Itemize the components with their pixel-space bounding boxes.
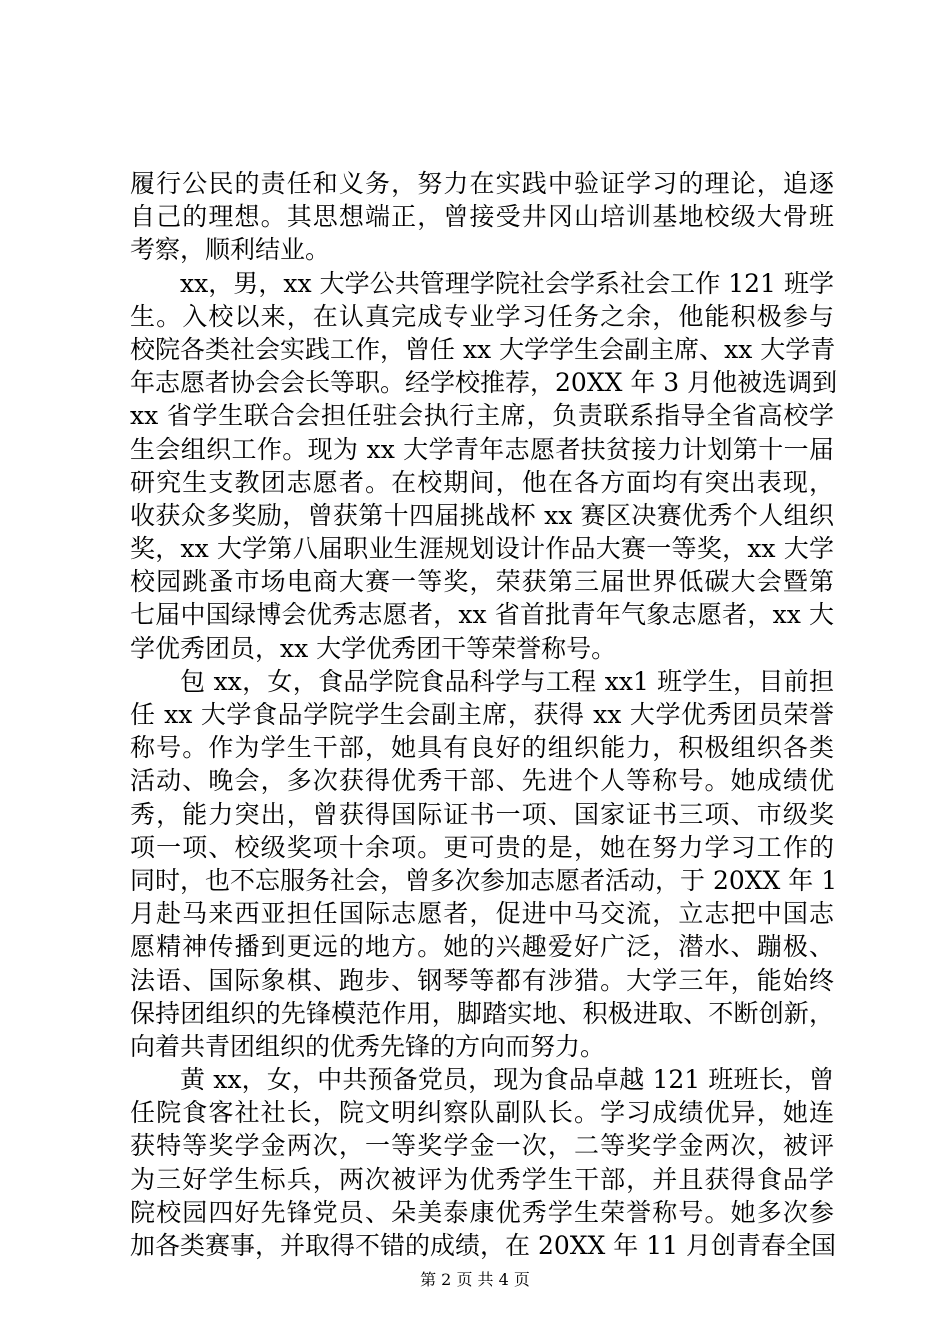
text-line: 保持团组织的先锋模范作用，脚踏实地、积极进取、不断创新， [130, 998, 834, 1028]
text-line: 加各类赛事，并取得不错的成绩，在 20XX 年 11 月创青春全国 [130, 1231, 837, 1260]
text-line: 项一项、校级奖项十余项。更可贵的是，她在努力学习工作的 [130, 832, 834, 862]
text-line: xx 省学生联合会担任驻会执行主席，负责联系指导全省高校学 [130, 401, 834, 431]
paragraph-first-line: 黄 xx，女，中共预备党员，现为食品卓越 121 班班长，曾 [180, 1065, 834, 1095]
text-line: 奖，xx 大学第八届职业生涯规划设计作品大赛一等奖，xx 大学 [130, 534, 834, 564]
text-line: 月赴马来西亚担任国际志愿者，促进中马交流，立志把中国志 [130, 899, 834, 929]
text-line: 年志愿者协会会长等职。经学校推荐，20XX 年 3 月他被选调到 [130, 368, 838, 398]
text-line: 履行公民的责任和义务，努力在实践中验证学习的理论，追逐 [130, 169, 834, 198]
text-line: 向着共青团组织的优秀先锋的方向而努力。 [130, 1031, 606, 1061]
text-line: 考察，顺利结业。 [130, 235, 331, 265]
text-line: 生。入校以来，在认真完成专业学习任务之余，他能积极参与 [130, 301, 834, 331]
text-line: 秀，能力突出，曾获得国际证书一项、国家证书三项、市级奖 [130, 799, 834, 829]
text-line: 学优秀团员，xx 大学优秀团干等荣誉称号。 [130, 633, 617, 663]
text-line: 称号。作为学生干部，她具有良好的组织能力，积极组织各类 [130, 733, 834, 763]
text-line: 研究生支教团志愿者。在校期间，他在各方面均有突出表现， [130, 467, 834, 497]
text-line: 法语、国际象棋、跑步、钢琴等都有涉猎。大学三年，能始终 [130, 965, 834, 995]
text-line: 获特等奖学金两次，一等奖学金一次，二等奖学金两次，被评 [130, 1131, 834, 1161]
text-line: 同时，也不忘服务社会，曾多次参加志愿者活动，于 20XX 年 1 [130, 865, 838, 895]
text-line: 任院食客社社长，院文明纠察队副队长。学习成绩优异，她连 [130, 1098, 834, 1128]
text-line: 活动、晚会，多次获得优秀干部、先进个人等称号。她成绩优 [130, 766, 834, 796]
text-line: 自己的理想。其思想端正，曾接受井冈山培训基地校级大骨班 [130, 202, 834, 232]
text-line: 校园跳蚤市场电商大赛一等奖，荣获第三届世界低碳大会暨第 [130, 567, 834, 597]
paragraph-first-line: xx，男，xx 大学公共管理学院社会学系社会工作 121 班学 [180, 268, 834, 298]
text-line: 院校园四好先锋党员、朵美泰康优秀学生荣誉称号。她多次参 [130, 1197, 834, 1227]
page-number-footer: 第 2 页 共 4 页 [420, 1270, 530, 1289]
text-line: 愿精神传播到更远的地方。她的兴趣爱好广泛，潜水、蹦极、 [130, 932, 834, 962]
text-line: 为三好学生标兵，两次被评为优秀学生干部，并且获得食品学 [130, 1164, 834, 1194]
text-line: 任 xx 大学食品学院学生会副主席，获得 xx 大学优秀团员荣誉 [130, 700, 834, 729]
body-text [130, 167, 838, 1262]
text-line: 校院各类社会实践工作，曾任 xx 大学学生会副主席、xx 大学青 [130, 334, 836, 364]
text-line: 生会组织工作。现为 xx 大学青年志愿者扶贫接力计划第十一届 [130, 434, 834, 464]
text-line: 七届中国绿博会优秀志愿者，xx 省首批青年气象志愿者，xx 大 [130, 600, 834, 630]
paragraph-first-line: 包 xx，女，食品学院食品科学与工程 xx1 班学生，目前担 [180, 666, 834, 696]
text-line: 收获众多奖励，曾获第十四届挑战杯 xx 赛区决赛优秀个人组织 [130, 500, 834, 530]
